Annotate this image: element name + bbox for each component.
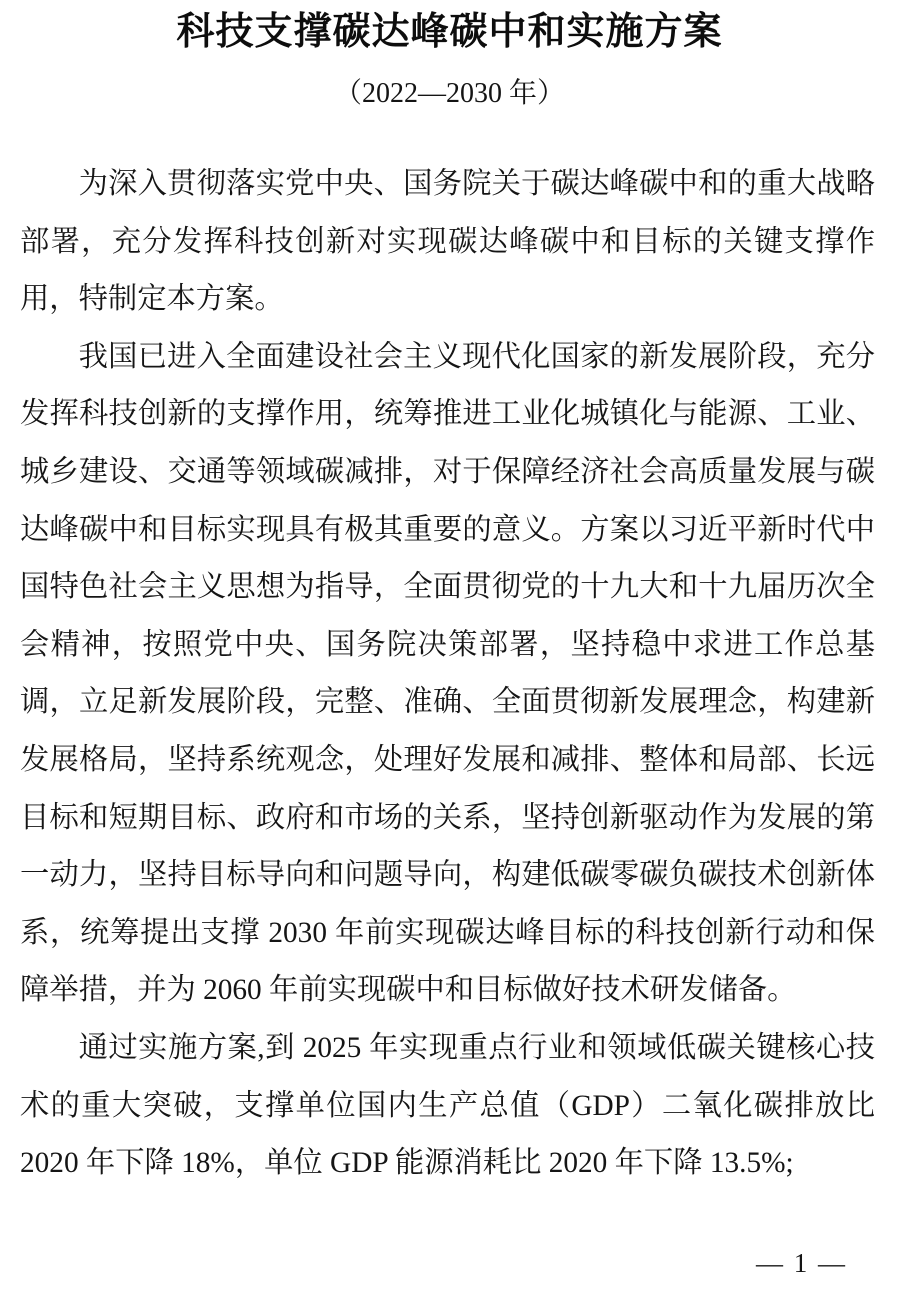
page-number: — 1 — xyxy=(756,1248,847,1278)
paragraph: 通过实施方案,到 2025 年实现重点行业和领域低碳关键核心技术的重大突破，支撑单位国内生产总值（GDP）二氧化碳排放比 2020 年下降 18%，单位 GDP 能源消耗比 2020 年下降 13.5%; xyxy=(20,1031,875,1180)
document-body xyxy=(20,156,875,1193)
paragraph: 我国已进入全面建设社会主义现代化国家的新发展阶段，充分发挥科技创新的支撑作用，统筹推进工业化城镇化与能源、工业、城乡建设、交通等领域碳减排，对于保障经济社会高质量发展与碳达峰碳中和目标实现具有极其重要的意义。方案以习近平新时代中国特色社会主义思想为指导，全面贯彻党的十九大和十九届历次全会精神，按照党中央、国务院决策部署，坚持稳中求进工作总基调，立足新发展阶段，完整、准确、全面贯彻新发展理念，构建新发展格局，坚持系统观念，处理好发展和减排、整体和局部、长远目标和短期目标、政府和市场的关系，坚持创新驱动作为发展的第一动力，坚持目标导向和问题导向，构建低碳零碳负碳技术创新体系，统筹提出支撑 2030 年前实现碳达峰目标的科技创新行动和保障举措，并为 2060 年前实现碳中和目标做好技术研发储备。 xyxy=(20,340,875,1007)
document-title: 科技支撑碳达峰碳中和实施方案 xyxy=(176,11,723,53)
paragraph: 为深入贯彻落实党中央、国务院关于碳达峰碳中和的重大战略部署，充分发挥科技创新对实现碳达峰碳中和目标的关键支撑作用，特制定本方案。 xyxy=(20,168,875,316)
document-subtitle: （2022—2030 年） xyxy=(333,78,565,109)
